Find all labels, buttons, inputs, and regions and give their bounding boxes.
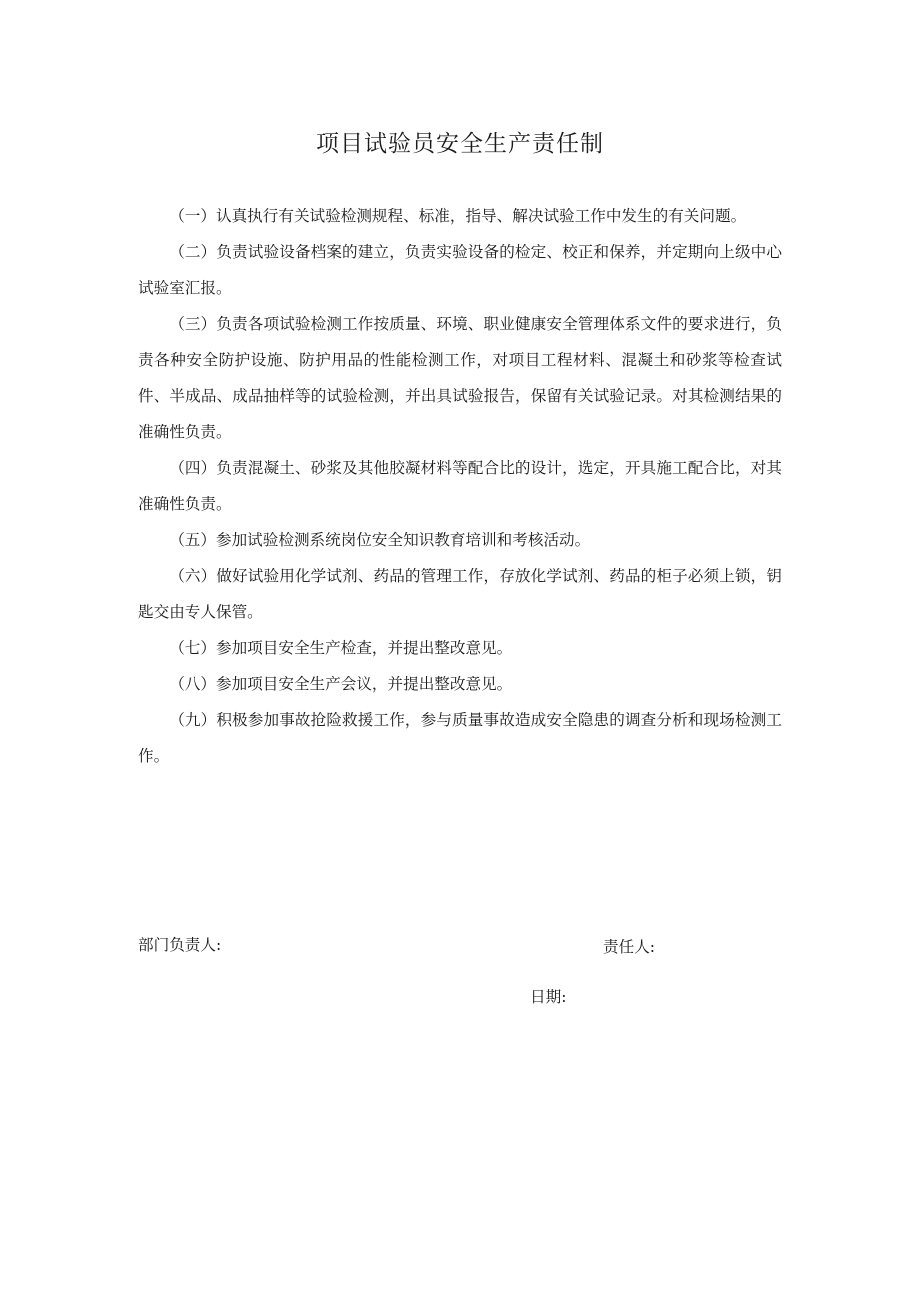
clause-4: （四）负责混凝土、砂浆及其他胶凝材料等配合比的设计，选定，开具施工配合比，对其准确性负责。 — [138, 459, 782, 513]
responsible-person-signature-label: 责任人: — [603, 938, 656, 956]
clause-5: （五）参加试验检测系统岗位安全知识教育培训和考核活动。 — [169, 531, 591, 549]
clause-7: （七）参加项目安全生产检查，并提出整改意见。 — [169, 639, 513, 657]
clause-3: （三）负责各项试验检测工作按质量、环境、职业健康安全管理体系文件的要求进行，负责各种安全防护设施、防护用品的性能检测工作，对项目工程材料、混凝土和砂浆等检查试件、半成品、成品抽样等的试验检测，并出具试验报告，保留有关试验记录。对其检测结果的准确性负责。 — [138, 315, 782, 441]
clause-1: （一）认真执行有关试验检测规程、标准，指导、解决试验工作中发生的有关问题。 — [169, 207, 747, 225]
clause-8: （八）参加项目安全生产会议，并提出整改意见。 — [169, 675, 513, 693]
date-label: 日期: — [530, 988, 567, 1006]
document-title: 项目试验员安全生产责任制 — [316, 131, 604, 157]
document-body — [138, 198, 782, 774]
clause-2: （二）负责试验设备档案的建立，负责实验设备的检定、校正和保养，并定期向上级中心试验室汇报。 — [138, 243, 782, 297]
clause-9: （九）积极参加事故抢险救援工作，参与质量事故造成安全隐患的调查分析和现场检测工作。 — [138, 711, 782, 765]
clause-6: （六）做好试验用化学试剂、药品的管理工作，存放化学试剂、药品的柜子必须上锁，钥匙交由专人保管。 — [138, 567, 782, 621]
dept-head-signature-label: 部门负责人: — [138, 936, 222, 954]
